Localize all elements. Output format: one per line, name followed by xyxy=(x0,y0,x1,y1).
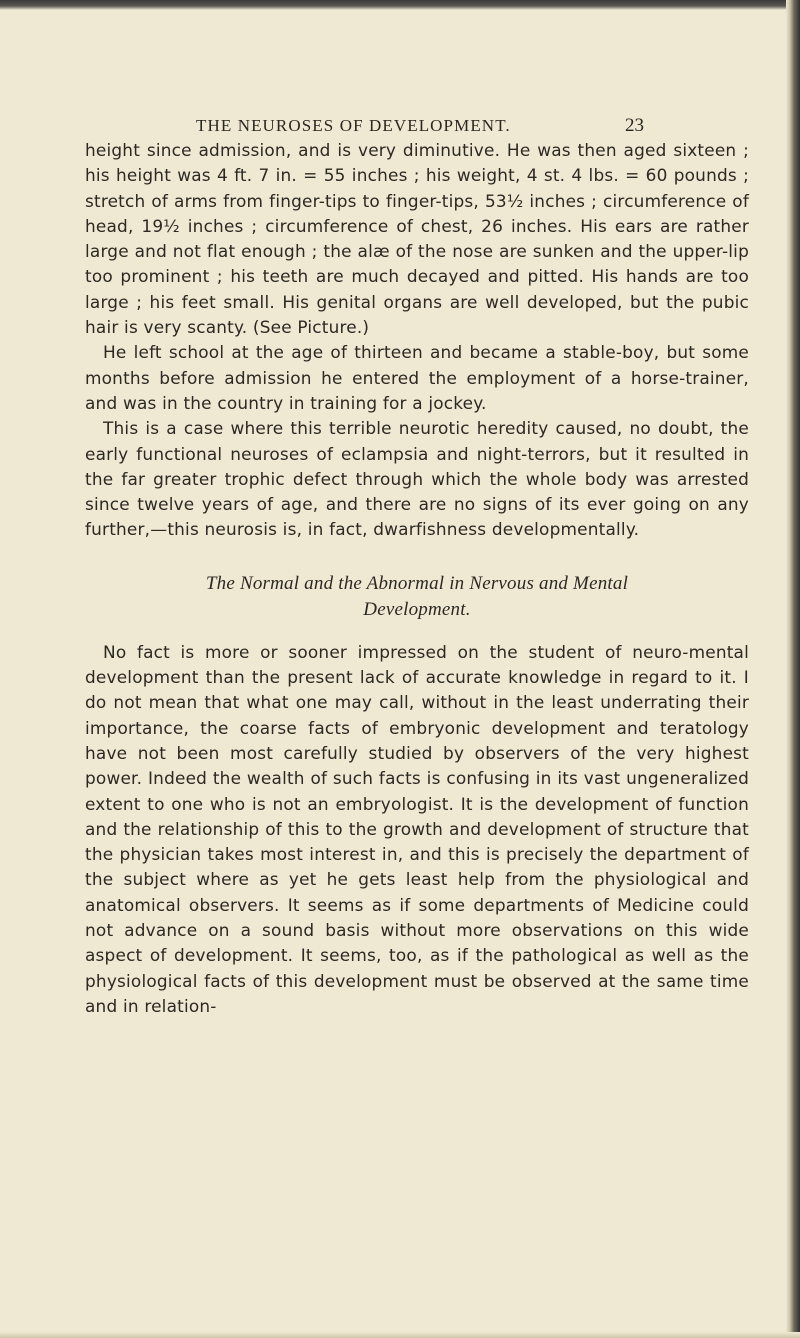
page-bottom-edge xyxy=(0,1332,800,1338)
paragraph-case-measurements: height since admission, and is very diminutive. He was then aged sixteen ; his height was 4 ft. 7 in. = 55 inches ; his weight, 4 st. 4 lbs. = 60 pounds ; stretch of arms from finger-tips to finger-tips, 53½ inches ; circumference of head, 19½ inches ; circumference of chest, 26 inches. His ears are rather large and not flat enough ; the alæ of the nose are sunken and the upper-lip too prominent ; his teeth are much decayed and pitted. His hands are too large ; his feet small. His genital organs are well developed, but the pubic hair is very scanty. (See Picture.) xyxy=(85,140,749,338)
section-heading xyxy=(85,571,749,623)
paragraph-employment: He left school at the age of thirteen and became a stable-boy, but some months before admission he entered the employment of a horse-trainer, and was in the country in training for a jockey. xyxy=(85,342,749,413)
page-number: 23 xyxy=(625,115,644,136)
paragraph-development: No fact is more or sooner impressed on the student of neuro-mental development than the present lack of accurate knowledge in regard to it. I do not mean that what one may call, without in the least underrating their importance, the coarse facts of embryonic development and teratology have not been most carefully studied by observers of the very highest power. Indeed the wealth of such facts is confusing in its vast ungeneralized extent to one who is not an embryologist. It is the development of function and the relationship of this to the growth and development of structure that the physician takes most interest in, and this is precisely the department of the subject where as yet he gets least help from the physiological and anatomical observers. It seems as if some departments of Medicine could not advance on a sound basis without more observations on this wide aspect of development. It seems, too, as if the pathological as well as the physiological facts of this development must be observed at the same time and in relation- xyxy=(85,641,749,1016)
section-heading-line-2: Development. xyxy=(363,598,471,620)
running-head xyxy=(0,116,800,140)
page-top-edge xyxy=(0,0,800,10)
paragraph-heredity: This is a case where this terrible neurotic heredity caused, no doubt, the early functional neuroses of eclampsia and night-terrors, but it resulted in the far greater trophic defect through which the whole body was arrested since twelve years of age, and there are no signs of its ever going on any further,—this neurosis is, in fact, dwarfishness developmentally. xyxy=(85,418,749,540)
page-binding-shadow xyxy=(786,0,800,1338)
body-text xyxy=(85,138,749,1019)
running-title: THE NEUROSES OF DEVELOPMENT. xyxy=(196,116,511,135)
section-heading-line-1: The Normal and the Abnormal in Nervous and Mental xyxy=(205,572,629,594)
